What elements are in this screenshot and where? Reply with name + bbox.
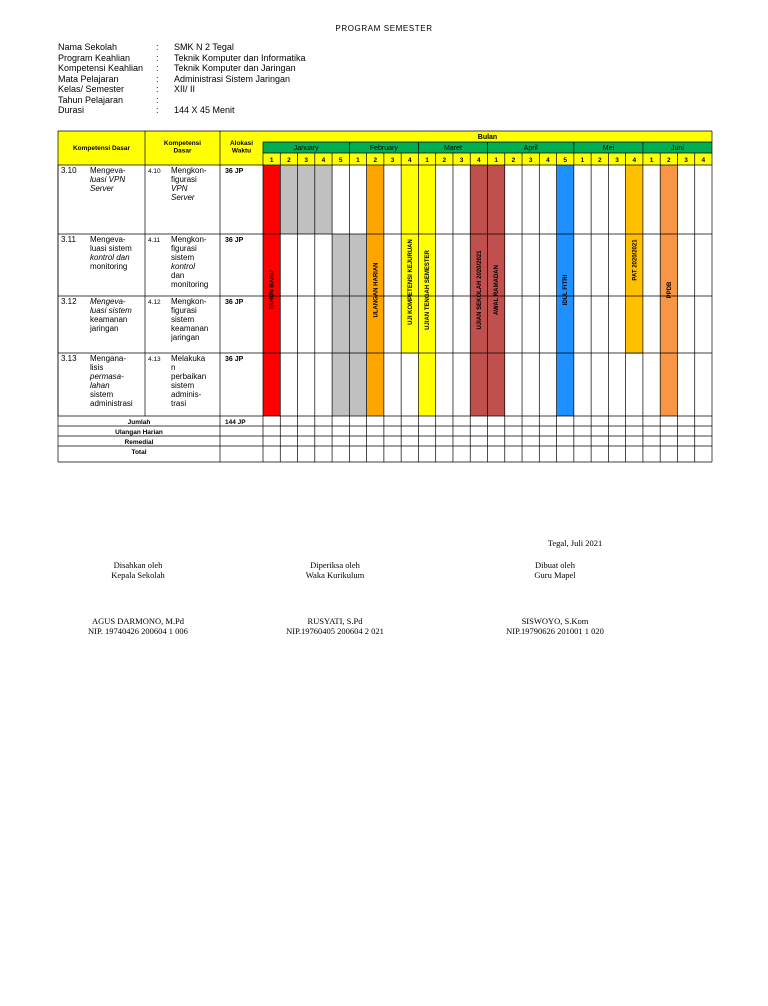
week-number: 2: [373, 157, 378, 164]
info-separator: :: [156, 94, 159, 105]
event-label: ULANGAN HARIAN: [373, 262, 380, 318]
signature-nip: NIP. 19740426 200604 1 006: [88, 626, 188, 636]
kd2-text: Mengkon-: [171, 297, 207, 306]
signature-role-title: Waka Kurikulum: [305, 570, 365, 580]
week-number: 4: [701, 157, 706, 164]
kd-number: 3.11: [61, 235, 76, 244]
kd2-text: jaringan: [171, 333, 200, 342]
signature-name: AGUS DARMONO, M.Pd: [91, 616, 185, 626]
kd-text: permasa-: [90, 372, 124, 381]
info-value: Administrasi Sistem Jaringan: [174, 73, 291, 84]
kd2-text: Mengkon-: [171, 166, 207, 175]
event-label: PPDB: [666, 281, 673, 299]
info-separator: :: [156, 42, 159, 52]
event-label: UJIAN TENGAH SEMESTER: [425, 250, 432, 330]
kd-number: 3.12: [61, 297, 77, 306]
kd2-text: Melakuka: [171, 354, 206, 363]
kd-text: kontrol dan: [90, 253, 130, 262]
info-separator: :: [156, 52, 159, 63]
study-block: [280, 165, 297, 234]
week-number: 1: [494, 157, 498, 164]
kd2-text: dan: [171, 271, 185, 280]
footer-label: Total: [131, 449, 147, 456]
signature-role-title: Guru Mapel: [534, 570, 576, 580]
event-label: UJIAN SEKOLAH 2020/2021: [476, 250, 483, 330]
footer-label: Remedial: [124, 439, 154, 446]
page-title: PROGRAM SEMESTER: [335, 24, 433, 33]
kd-header: Kompetensi Dasar: [72, 145, 131, 152]
week-number: 4: [632, 157, 637, 164]
jp-value: 36 JP: [225, 356, 244, 363]
info-value: Teknik Komputer dan Informatika: [174, 52, 306, 63]
week-number: 5: [563, 157, 568, 164]
study-block: [349, 234, 366, 416]
kd2-number: 4.11: [148, 237, 161, 244]
kd-text: jaringan: [90, 324, 119, 333]
kd2-text: adminis-: [171, 390, 202, 399]
event-label: IDUL FITRI: [563, 274, 570, 306]
kd-text: luasi VPN: [90, 175, 126, 184]
kd2-text: kontrol: [171, 262, 196, 271]
month-name: Mei: [602, 145, 615, 152]
week-number: 2: [597, 157, 602, 164]
kd2-header: Dasar: [173, 147, 192, 155]
kd2-text: monitoring: [171, 280, 209, 289]
study-block: [298, 165, 315, 234]
info-separator: :: [156, 73, 159, 84]
week-number: 4: [321, 157, 326, 164]
place-date: Tegal, Juli 2021: [547, 538, 603, 548]
kd-text: lahan: [90, 381, 110, 390]
kd2-text: figurasi: [171, 244, 197, 253]
kd2-text: sistem: [171, 381, 195, 390]
kd-text: Mengeva-: [90, 297, 126, 306]
week-number: 3: [304, 157, 308, 164]
info-label: Nama Sekolah: [58, 42, 118, 52]
signature-role-title: Kepala Sekolah: [111, 570, 165, 580]
kd-text: luasi sistem: [90, 244, 132, 253]
kd2-text: figurasi: [171, 306, 197, 315]
kd2-header: Kompetensi: [163, 140, 202, 147]
kd-number: 3.13: [61, 354, 77, 363]
signature-name: SISWOYO, S.Kom: [521, 616, 589, 626]
month-name: Maret: [444, 145, 462, 152]
week-number: 1: [425, 157, 429, 164]
signature-role: Dibuat oleh: [535, 560, 575, 570]
alokasi-header: Alokasi: [229, 140, 254, 147]
kd2-text: trasi: [171, 399, 187, 408]
week-number: 4: [407, 157, 412, 164]
kd2-text: sistem: [171, 253, 195, 262]
footer-label: Jumlah: [127, 419, 151, 426]
signature-role: Disahkan oleh: [113, 560, 163, 570]
month-name: Juni: [671, 145, 684, 152]
study-block: [332, 234, 349, 416]
signature-nip: NIP.19790626 201001 1 020: [506, 626, 604, 636]
week-number: 2: [511, 157, 516, 164]
kd-text: Mengana-: [90, 354, 127, 363]
kd2-number: 4.10: [148, 168, 161, 175]
jp-value: 36 JP: [225, 168, 244, 175]
signature-nip: NIP.19760405 200604 2 021: [286, 626, 384, 636]
jp-value: 36 JP: [225, 299, 244, 306]
week-number: 4: [546, 157, 550, 164]
info-value: 144 X 45 Menit: [174, 105, 235, 115]
event-label: TAHUN BARU: [269, 270, 276, 310]
week-number: 1: [580, 157, 585, 164]
month-name: January: [293, 145, 319, 152]
week-number: 3: [615, 157, 619, 164]
signature-kepala-sekolah: [43, 560, 233, 636]
signature-waka-kurikulum: [240, 560, 430, 636]
week-number: 3: [528, 157, 533, 164]
week-number: 4: [477, 157, 481, 164]
signature-guru-mapel: [460, 560, 650, 636]
signature-name: RUSYATI, S.Pd: [307, 616, 363, 626]
info-label: Program Keahlian: [58, 52, 131, 63]
jp-value: 36 JP: [225, 237, 244, 244]
event-label: UJI KOMPETENSI KEJURUAN: [407, 239, 414, 325]
week-number: 5: [338, 157, 343, 164]
kd2-text: keamanan: [171, 324, 209, 333]
week-number: 2: [442, 157, 447, 164]
month-name: April: [523, 145, 538, 152]
kd-text: monitoring: [90, 262, 128, 271]
info-value: Teknik Komputer dan Jaringan: [174, 63, 296, 73]
month-name: February: [369, 145, 398, 152]
week-number: 1: [269, 157, 274, 164]
signature-role: Diperiksa oleh: [310, 560, 360, 570]
kd-text: Mengeva-: [90, 235, 126, 244]
kd-text: sistem: [90, 390, 114, 399]
footer-jp: 144 JP: [225, 419, 246, 426]
kd-text: luasi sistem: [90, 306, 132, 315]
alokasi-header: Waktu: [231, 147, 252, 155]
info-label: Kompetensi Keahlian: [58, 63, 144, 73]
study-block: [315, 165, 332, 234]
info-separator: :: [156, 105, 159, 115]
kd-text: Mengeva-: [90, 166, 126, 175]
info-value: XII/ II: [174, 84, 196, 94]
info-label: Durasi: [58, 105, 85, 115]
info-label: Kelas/ Semester: [58, 84, 125, 94]
week-number: 1: [356, 157, 360, 164]
kd-text: Server: [90, 184, 114, 193]
footer-label: Ulangan Harian: [115, 429, 163, 436]
bulan-header: Bulan: [477, 134, 498, 141]
kd2-number: 4.12: [148, 299, 161, 306]
event-label: PAT 2020/2021: [632, 239, 639, 281]
kd2-text: sistem: [171, 315, 195, 324]
kd-text: keamanan: [90, 315, 128, 324]
info-separator: :: [156, 84, 159, 94]
kd-number: 3.10: [61, 166, 77, 175]
week-number: 3: [459, 157, 464, 164]
info-value: SMK N 2 Tegal: [174, 42, 234, 52]
week-number: 1: [649, 157, 654, 164]
week-number: 3: [684, 157, 688, 164]
kd2-text: figurasi: [171, 175, 197, 184]
kd2-text: n: [171, 363, 176, 372]
week-number: 2: [667, 157, 671, 164]
week-number: 2: [287, 157, 291, 164]
kd2-text: Mengkon-: [171, 235, 207, 244]
info-label: Mata Pelajaran: [58, 73, 119, 84]
kd-text: administrasi: [90, 399, 133, 408]
event-label: AWAL RAMADAN: [494, 265, 501, 315]
kd2-text: Server: [171, 193, 195, 202]
info-separator: :: [156, 63, 159, 73]
kd2-text: perbaikan: [171, 372, 207, 381]
week-number: 3: [390, 157, 395, 164]
info-label: Tahun Pelajaran: [58, 94, 124, 105]
kd2-number: 4.13: [148, 356, 161, 363]
kd2-text: VPN: [171, 184, 188, 193]
kd-text: lisis: [90, 363, 104, 372]
